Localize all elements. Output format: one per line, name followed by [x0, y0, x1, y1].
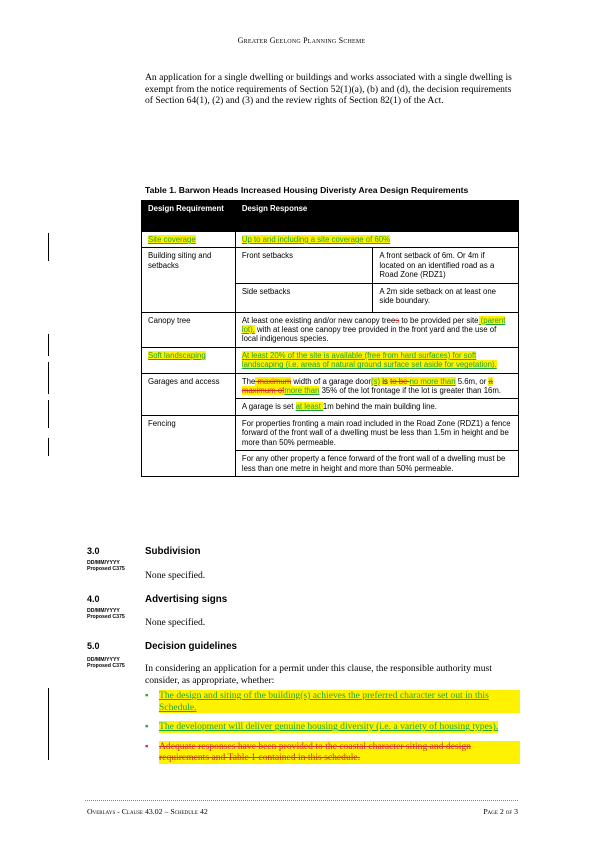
deleted-text: a maximum of — [241, 376, 493, 396]
text-run: width of a garage door — [291, 376, 372, 386]
amendment-date — [87, 608, 125, 620]
section-body: In considering an application for a permit under this clause, the responsible authority must consider, as appropriate, whether: — [145, 663, 492, 686]
table-header-row — [142, 201, 519, 232]
text-run: with at least one canopy tree provided in the front yard and the use of local indigenous species. — [241, 325, 497, 344]
site-coverage-response: Up to and including a site coverage of 60% — [241, 235, 391, 244]
requirement-cell: Fencing — [142, 415, 236, 476]
response-cell — [235, 373, 518, 399]
response-cell: For any other property a fence forward of the front wall of a dwelling must be less than one metre in height and more than 50% permeable. — [235, 451, 518, 477]
response-cell: For properties fronting a main road included in the Road Zone (RDZ1) a fence forward of the front wall of a dwelling must be less than 1.5m in height and be more than 50% permeable. — [235, 415, 518, 450]
change-bar — [48, 362, 49, 394]
response-cell: A front setback of 6m. Or 4m if located on an identified road as a Road Zone (RDZ1) — [373, 248, 519, 283]
text-run: The — [241, 376, 256, 386]
subrequirement-cell: Side setbacks — [235, 283, 373, 312]
section-title: Advertising signs — [145, 594, 228, 605]
table-row — [142, 373, 519, 399]
requirement-cell — [142, 232, 236, 248]
change-bar — [48, 334, 49, 356]
date-text: DD/MM/YYYY — [87, 657, 120, 663]
list-item-text: Adequate responses have been provided to the coastal character siting and design requirements and Table 1 contained in this schedule. — [159, 741, 520, 764]
list-item — [145, 690, 520, 713]
column-header: Design Requirement — [142, 201, 236, 232]
section-number: 3.0 — [87, 546, 100, 556]
footer-divider — [85, 800, 518, 801]
text-run: 35% of the lot frontage if the lot is greater than 16m. — [319, 386, 502, 396]
text-run: 5.6m, or — [455, 376, 489, 386]
response-cell — [235, 399, 518, 415]
amendment-text: Proposed C375 — [87, 566, 125, 573]
text-run: to be provided per site — [399, 315, 479, 325]
table-row — [142, 312, 519, 347]
footer-page-number: Page 2 of 3 — [483, 807, 518, 816]
section-title: Subdivision — [145, 546, 201, 557]
date-text: DD/MM/YYYY — [87, 608, 120, 614]
requirement-cell: Canopy tree — [142, 312, 236, 347]
response-cell: A 2m side setback on at least one side boundary. — [373, 283, 519, 312]
section-title: Decision guidelines — [145, 641, 238, 652]
date-text: DD/MM/YYYY — [87, 560, 120, 566]
section-number: 4.0 — [87, 594, 100, 604]
section-number: 5.0 — [87, 641, 100, 651]
bullet-icon: ▪ — [145, 740, 149, 752]
column-header: Design Response — [235, 201, 518, 232]
text-run: At least one existing and/or new canopy tree — [241, 315, 396, 325]
amendment-text: Proposed C375 — [87, 614, 125, 621]
soft-landscaping-response: At least 20% of the site is available (free from hard surfaces) for soft landscaping (i.e. areas of natural ground surface set aside for vegetation). — [241, 350, 497, 370]
requirement-cell: Building siting and setbacks — [142, 248, 236, 312]
response-cell — [235, 232, 518, 248]
soft-landscaping-label: Soft landscaping — [148, 350, 206, 360]
deleted-text: to be — [390, 376, 410, 386]
response-cell — [235, 312, 518, 347]
text-run: A garage is set — [241, 402, 296, 412]
deleted-text: maximum — [255, 376, 292, 386]
text-run: is — [380, 376, 391, 386]
response-cell — [235, 347, 518, 373]
amendment-text: Proposed C375 — [87, 663, 125, 670]
change-bar — [48, 400, 49, 428]
table-row — [142, 347, 519, 373]
inserted-text: at least — [295, 402, 323, 412]
page-header: Greater Geelong Planning Scheme — [237, 36, 366, 45]
change-bar — [48, 233, 49, 261]
inserted-text: (parent lot), — [241, 315, 506, 335]
deleted-text: s — [395, 315, 400, 325]
intro-paragraph: An application for a single dwelling or buildings and works associated with a single dwelling is exempt from the notice requirements of Section 52(1)(a), (b) and (d), the decision requirements of Section 64(1), (2) and (3) and the review rights of Section 82(1) of the Act. — [145, 72, 512, 107]
bullet-icon: ▪ — [145, 690, 149, 701]
table-row — [142, 415, 519, 450]
change-bar — [48, 688, 49, 760]
table-title: Table 1. Barwon Heads Increased Housing Diveristy Area Design Requirements — [145, 185, 469, 195]
bullet-icon: ▪ — [145, 721, 149, 733]
subrequirement-cell: Front setbacks — [235, 248, 373, 283]
inserted-text: no more than — [409, 376, 456, 386]
footer-clause: Overlays - Clause 43.02 – Schedule 42 — [87, 807, 208, 816]
text-run: 1m behind the main building line. — [322, 402, 437, 412]
section-body: None specified. — [145, 617, 206, 628]
site-coverage-label: Site coverage — [148, 235, 196, 244]
inserted-text: more than — [284, 386, 320, 396]
requirement-cell — [142, 347, 236, 373]
list-item — [145, 721, 520, 733]
list-item — [145, 741, 520, 764]
amendment-date — [87, 560, 125, 572]
requirement-cell: Garages and access — [142, 373, 236, 415]
change-bar — [48, 438, 49, 456]
amendment-date — [87, 657, 125, 669]
list-item-text: The development will deliver genuine housing diversity (i.e. a variety of housing types). — [159, 721, 499, 733]
table-row — [142, 248, 519, 283]
inserted-text: (s) — [371, 376, 381, 386]
list-item-text: The design and siting of the building(s) achieves the preferred character set out in this Schedule. — [159, 690, 520, 713]
section-body: None specified. — [145, 570, 206, 581]
decision-guidelines-list — [145, 690, 520, 772]
table-row — [142, 232, 519, 248]
design-requirements-table — [141, 200, 519, 477]
